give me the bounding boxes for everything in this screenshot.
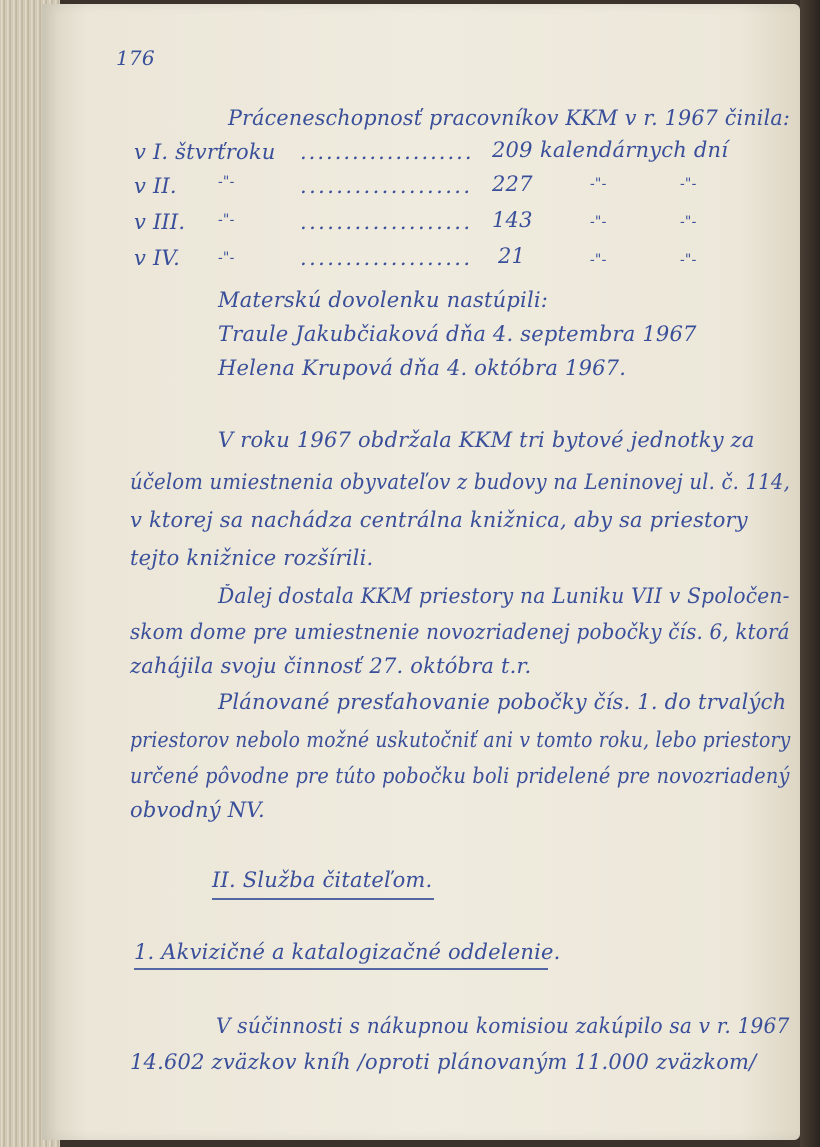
paragraph-1-line-3: v ktorej sa nachádza centrálna knižnica, aby sa priestory [130,508,748,532]
facing-page-edge [800,0,820,1147]
paragraph-2-line-2: skom dome pre umiestnenie novozriadenej pobočky čís. 6, ktorá [130,620,790,644]
quarter-2-ditto: -"- [218,174,235,190]
paragraph-4-line-1: V súčinnosti s nákupnou komisiou zakúpilo sa v r. 1967 [216,1014,790,1038]
subsection-title-underline [134,968,548,970]
quarter-2-label: v II. [134,174,177,198]
quarter-3-ditto-3: -"- [680,214,697,230]
page-number: 176 [116,46,155,70]
quarter-4-ditto-2: -"- [590,252,607,268]
quarter-1-unit: kalendárnych dní [540,138,729,162]
quarter-1-label: v I. štvrťroku [134,140,276,164]
sick-leave-heading: Práceneschopnosť pracovníkov KKM v r. 1967 činila: [228,106,791,130]
quarter-3-dots: ................... [300,210,473,234]
maternity-heading: Materskú dovolenku nastúpili: [218,288,549,312]
quarter-2-value: 227 [492,172,533,196]
paragraph-1-line-4: tejto knižnice rozšírili. [130,546,374,570]
quarter-2-dots: ................... [300,174,473,198]
paragraph-2-line-3: zahájila svoju činnosť 27. októbra t.r. [130,654,532,678]
quarter-2-ditto-2: -"- [590,176,607,192]
quarter-4-value: 21 [498,244,526,268]
paragraph-1-line-1: V roku 1967 obdržala KKM tri bytové jednotky za [218,428,755,452]
maternity-entry-2: Helena Krupová dňa 4. októbra 1967. [218,356,627,380]
paragraph-1-line-2: účelom umiestnenia obyvateľov z budovy na Leninovej ul. č. 114, [130,470,791,494]
quarter-4-label: v IV. [134,246,181,270]
quarter-2-ditto-3: -"- [680,176,697,192]
maternity-entry-1: Traule Jakubčiaková dňa 4. septembra 1967 [218,322,697,346]
section-title: II. Služba čitateľom. [212,868,433,892]
section-title-underline [212,898,434,900]
quarter-1-dots: .................... [300,140,474,164]
paragraph-3-line-2: priestorov nebolo možné uskutočniť ani v tomto roku, lebo priestory [130,728,791,752]
subsection-title: 1. Akvizičné a katalogizačné oddelenie. [134,940,561,964]
quarter-3-value: 143 [492,208,533,232]
paragraph-3-line-3: určené pôvodne pre túto pobočku boli pridelené pre novozriadený [130,764,790,788]
paragraph-3-line-1: Plánované presťahovanie pobočky čís. 1. do trvalých [218,690,787,714]
quarter-3-label: v III. [134,210,186,234]
quarter-4-ditto: -"- [218,250,235,266]
quarter-3-ditto-2: -"- [590,214,607,230]
paragraph-4-line-2: 14.602 zväzkov kníh /oproti plánovaným 11.000 zväzkom/ [130,1050,757,1074]
quarter-4-dots: ................... [300,246,473,270]
paragraph-2-line-1: Ďalej dostala KKM priestory na Luniku VII v Spoločen- [218,584,790,608]
quarter-4-ditto-3: -"- [680,252,697,268]
paragraph-3-line-4: obvodný NV. [130,798,265,822]
quarter-3-ditto: -"- [218,212,235,228]
quarter-1-value: 209 [492,138,533,162]
